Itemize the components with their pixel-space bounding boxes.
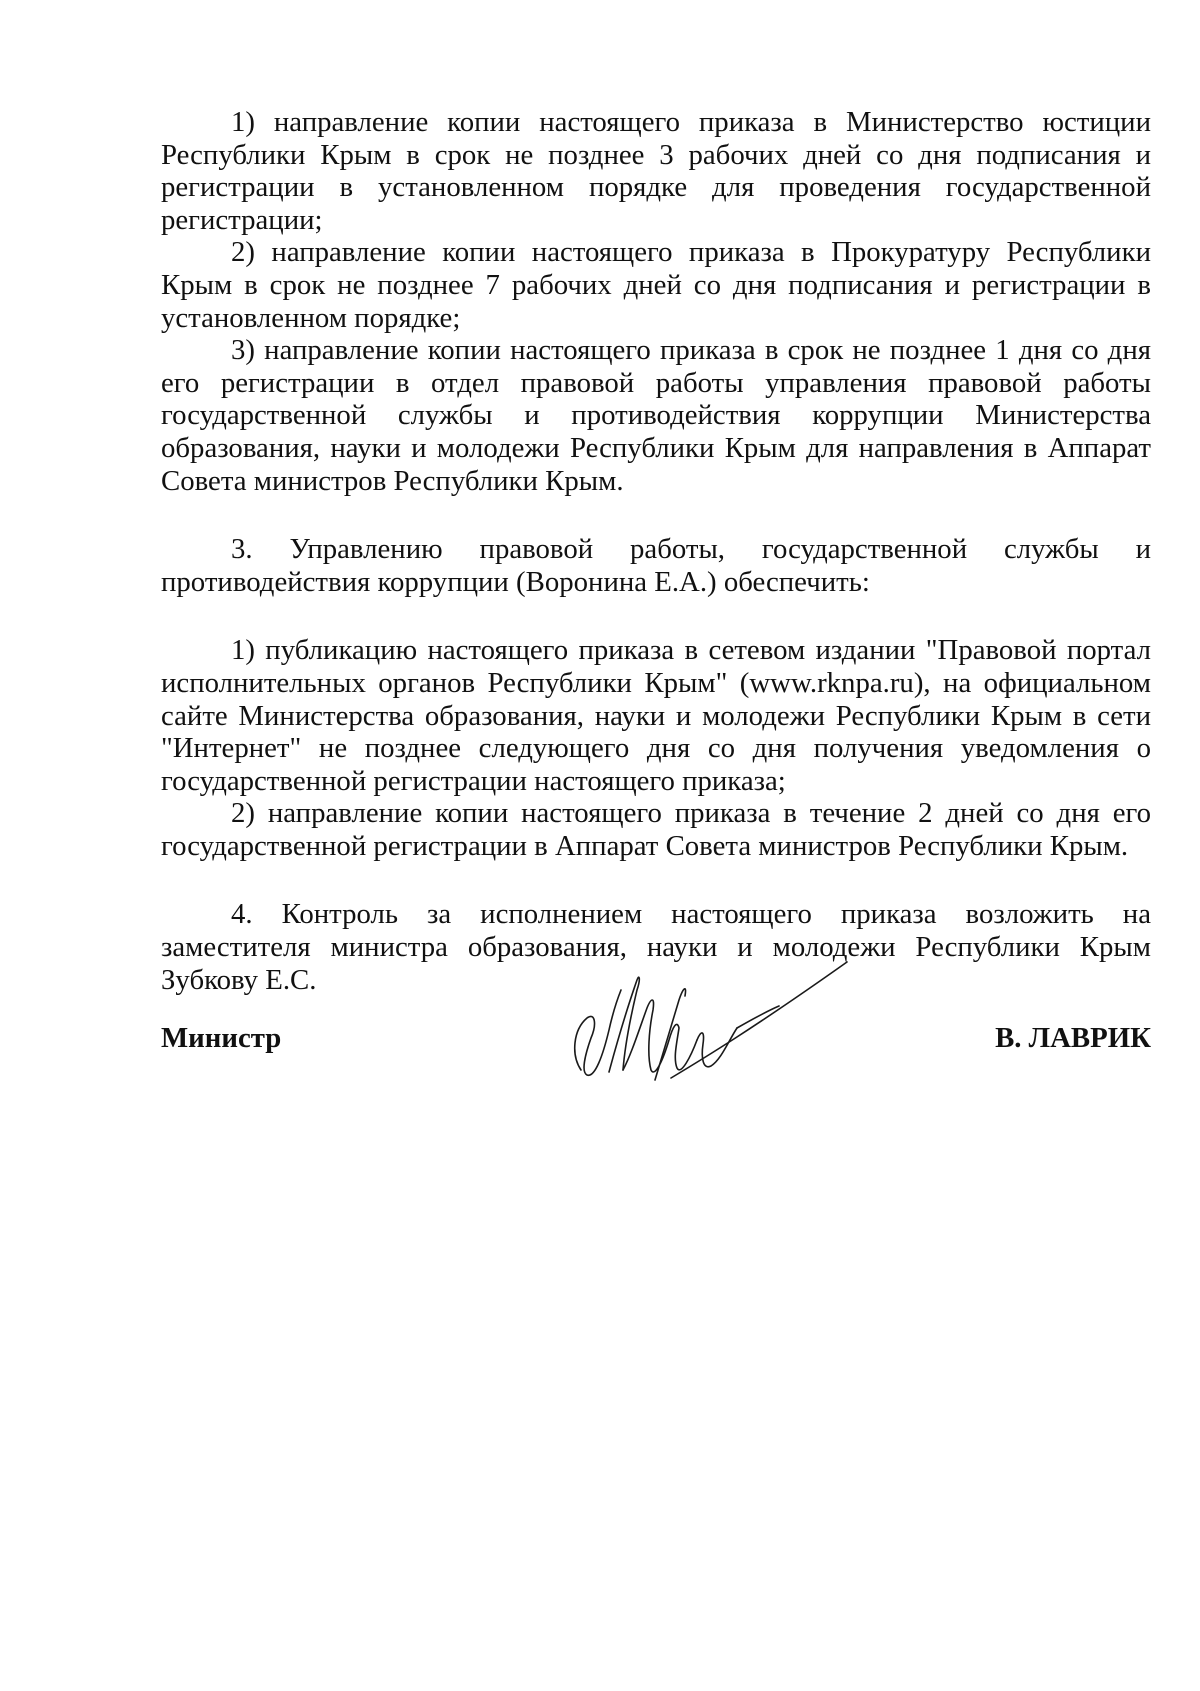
paragraph-item-4-control: 4. Контроль за исполнением настоящего приказа возложить на заместителя министра образования, науки и молодежи Республики Крым Зубкову Е.С.: [161, 898, 1151, 996]
signature-block: [161, 960, 1151, 1090]
paragraph-copy-to-apparatus: 2) направление копии настоящего приказа в течение 2 дней со дня его государственной регистрации в Аппарат Совета министров Республики Крым.: [161, 797, 1151, 862]
handwritten-signature: [551, 960, 851, 1090]
paragraph-2-prosecutor-office: 2) направление копии настоящего приказа в Прокуратуру Республики Крым в срок не позднее 7 рабочих дней со дня подписания и регистрации в установленном порядке;: [161, 236, 1151, 334]
paragraph-1-ministry-of-justice: 1) направление копии настоящего приказа в Министерство юстиции Республики Крым в срок не позднее 3 рабочих дней со дня подписания и регистрации в установленном порядке для проведения государственной регистрации;: [161, 106, 1151, 236]
paragraph-3-legal-department: 3) направление копии настоящего приказа в срок не позднее 1 дня со дня его регистрации в отдел правовой работы управления правовой работы государственной службы и противодействия коррупции Министерства образования, науки и молодежи Республики Крым для направления в Аппарат Совета министров Республики Крым.: [161, 334, 1151, 497]
paragraph-publication: 1) публикацию настоящего приказа в сетевом издании "Правовой портал исполнительных органов Республики Крым" (www.rknpa.ru), на официальном сайте Министерства образования, науки и молодежи Республики Крым в сети "Интернет" не позднее следующего дня со дня получения уведомления о государственной регистрации настоящего приказа;: [161, 634, 1151, 797]
paragraph-item-3-legal-management: 3. Управлению правовой работы, государственной службы и противодействия коррупции (Воронина Е.А.) обеспечить:: [161, 533, 1151, 598]
document-body: [161, 106, 1151, 996]
signer-position: Министр: [161, 1022, 282, 1054]
signer-name: В. ЛАВРИК: [995, 1022, 1151, 1054]
